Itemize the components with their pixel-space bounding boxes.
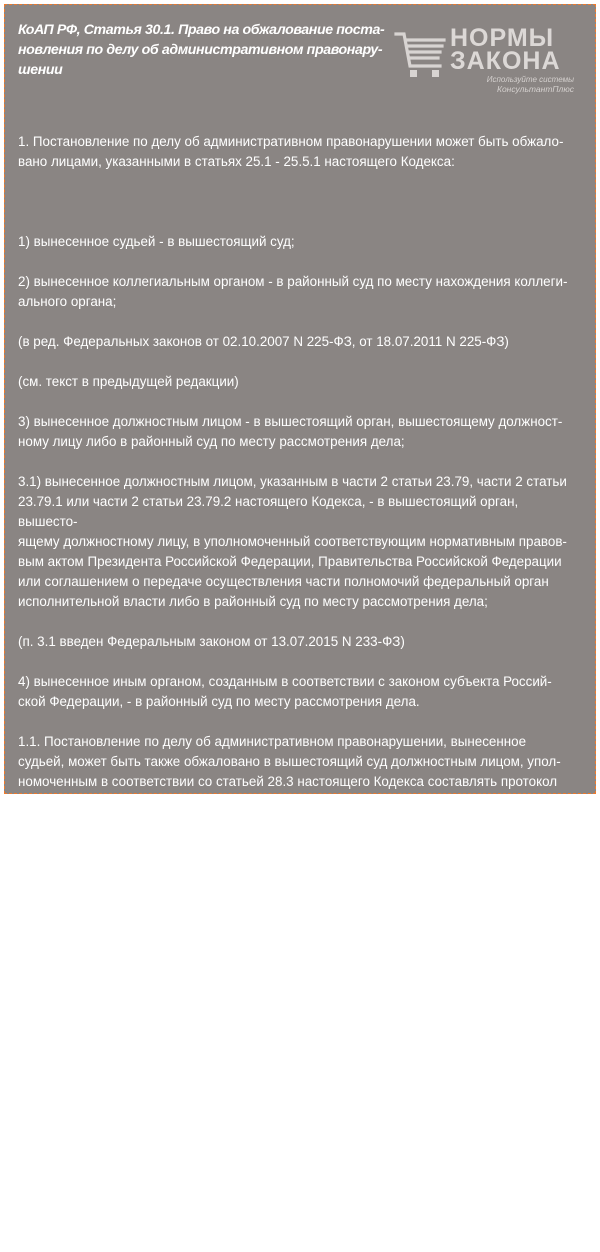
shopping-cart-icon	[394, 30, 448, 82]
article-title: КоАП РФ, Статья 30.1. Право на обжалование поста- новления по делу об административном правонару- шении	[18, 22, 385, 78]
normy-zakona-logo	[394, 22, 576, 92]
list-item: 3.1) вынесенное должностным лицом, указанным в части 2 статьи 23.79, части 2 статьи 23.79.1 или части 2 статьи 23.79.2 настоящего Кодекса, - в вышестоящий орган, вышесто- ящему должностному лицу, в уполномоченный соответствующим нормативным правов- вым актом Президента Российской Федерации, Правительства Российской Федерации или соглашением о передаче осуществления части полномочий федеральный орган исполнительной власти либо в районный суд по месту рассмотрения дела;	[18, 474, 567, 609]
paragraph-2: 2. В случае, если жалоба на постановление по делу об административном правонаруше- нии поступила в суд и в вышестоящий орган, вышестоящему должностному лицу, жалобу рассматривает суд.	[18, 874, 577, 929]
logo-line-zakona: ЗАКОНА	[450, 47, 561, 75]
logo-brand: КонсультантПлюс	[496, 84, 574, 94]
list-item: 4) вынесенное иным органом, созданным в соответствии с законом субъекта Россий- ской Федерации, - в районный суд по месту рассмотрения дела.	[18, 674, 552, 709]
list-item: 3) вынесенное должностным лицом - в вышестоящий орган, вышестоящему должност- ному лицу либо в районный суд по месту рассмотрения дела;	[18, 414, 563, 449]
paragraph-1: 1. Постановление по делу об административном правонарушении может быть обжало- вано лицами, указанными в статьях 25.1 - 25.5.1 настоящего Кодекса:	[18, 134, 564, 169]
document-card	[4, 4, 596, 1229]
paragraph-2-decision: По результатам рассмотрения жалобы выносится решение.	[18, 954, 392, 969]
list-item: (в ред. Федеральных законов от 02.10.2007 N 225-ФЗ, от 18.07.2011 N 225-ФЗ)	[18, 334, 509, 349]
paragraph-4: 4. Определение об отказе в возбуждении дела об административном правонарушении обжалуется в соответствии с правилами, установленными настоящей главой.	[18, 1194, 561, 1229]
logo-line-normy: НОРМЫ	[450, 24, 555, 52]
paragraph-3: 3. Постановление по делу об административном правонарушении, связанном с осу- ществлением предпринимательской или иной экономической деятельности юридиче- ским лицом или лицом, осуществляющим предпринимательскую деятельность без об- разования юридического лица, обжалуется в арбитражный суд в соответствии с арби- тражным процессуальным законодательством.	[18, 1034, 560, 1129]
article-body	[18, 112, 580, 1252]
list-item: (см. текст в предыдущей редакции)	[18, 374, 239, 389]
list-item: 2) вынесенное коллегиальным органом - в районный суд по месту нахождения коллеги- ального органа;	[18, 274, 568, 309]
document-header	[18, 14, 580, 104]
list-item: (п. 3.1 введен Федеральным законом от 13.07.2015 N 233-ФЗ)	[18, 634, 405, 649]
list-item: 1) вынесенное судьей - в вышестоящий суд;	[18, 234, 295, 249]
logo-tagline: Используйте системы	[486, 75, 574, 84]
list-item: 1.1. Постановление по делу об административном правонарушении, вынесенное судьей, может быть также обжаловано в вышестоящий суд должностным лицом, упол- номоченным в соответствии со статьей 28.3 настоящего Кодекса составлять протокол об административном правонарушении.	[18, 734, 561, 809]
